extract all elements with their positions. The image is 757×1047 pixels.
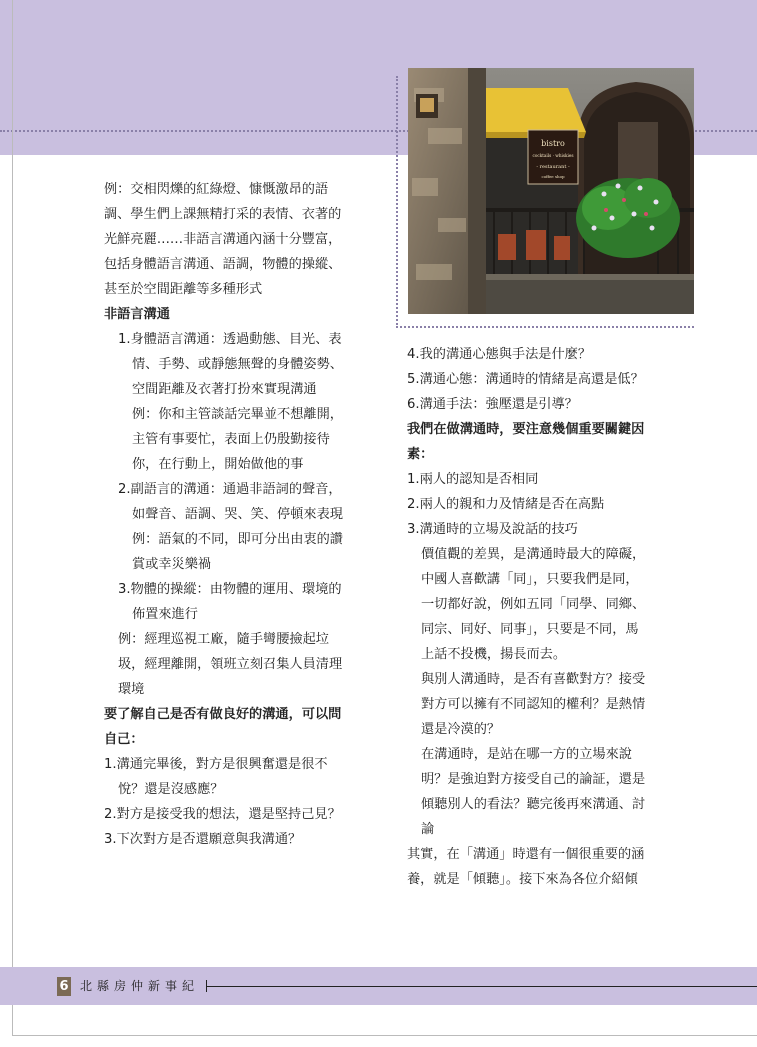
left-text-line: 調、學生們上課無精打采的表情、衣著的 [104,207,342,222]
left-text-line: 環境 [118,682,145,697]
right-text-line: 其實，在「溝通」時還有一個很重要的涵 [407,847,645,862]
right-text-line: 上話不投機，揚長而去。 [421,647,567,662]
left-text-line: 你，在行動上，開始做他的事 [132,457,304,472]
left-text-line: 例：你和主管談話完畢並不想離開， [132,407,343,422]
right-text-line: 我們在做溝通時，要注意幾個重要關鍵因 [407,422,645,437]
left-text-line: 例：語氣的不同，即可分出由衷的讚 [132,532,343,547]
cafe-photo-illustration [408,68,694,314]
left-text-line: 2.副語言的溝通：通過非語詞的聲音， [118,482,342,497]
left-text-line: 賞或幸災樂禍 [132,557,212,572]
left-text-line: 包括身體語言溝通、語調，物體的操縱、 [104,257,342,272]
left-text-column [104,177,386,852]
left-text-line: 3.物體的操縱：由物體的運用、環境的 [118,582,342,597]
right-text-line: 同宗、同好、同事」，只要是不同，馬 [421,622,639,637]
sign-text-1: bistro [541,139,565,148]
left-text-line: 情、手勢、或靜態無聲的身體姿勢、 [132,357,343,372]
left-text-line: 例：交相閃爍的紅綠燈、慷慨激昂的語 [104,182,329,197]
right-text-column [407,342,695,892]
right-text-line: 6.溝通手法：強壓還是引導？ [407,397,578,412]
left-text-line: 1.身體語言溝通：透過動態、目光、表 [118,332,342,347]
right-text-line: 傾聽別人的看法？聽完後再來溝通、討 [421,797,646,812]
left-text-line: 甚至於空間距離等多種形式 [104,282,263,297]
left-text-line: 非語言溝通 [104,307,170,322]
page-frame-bottom [12,1035,757,1036]
left-text-line: 空間距離及衣著打扮來實現溝通 [132,382,317,397]
left-text-line: 2.對方是接受我的想法，還是堅持己見？ [104,807,341,822]
publication-title: 北縣房仲新事紀 [80,979,200,993]
left-text-line: 3.下次對方是否還願意與我溝通？ [104,832,302,847]
cafe-photo [408,68,694,314]
right-text-line: 價值觀的差異，是溝通時最大的障礙， [421,547,646,562]
right-text-line: 論 [421,822,435,837]
right-text-line: 3.溝通時的立場及說話的技巧 [407,522,578,537]
right-text-line: 1.兩人的認知是否相同 [407,472,539,487]
photo-frame [396,76,694,328]
right-text-line: 素： [407,447,434,462]
left-text-line: 如聲音、語調、哭、笑、停頓來表現 [132,507,343,522]
right-text-line: 4.我的溝通心態與手法是什麼？ [407,347,592,362]
right-text-line: 在溝通時，是站在哪一方的立場來說 [421,747,632,762]
right-text-line: 與別人溝通時，是否有喜歡對方？接受 [421,672,646,687]
left-text-line: 悅？還是沒感應？ [118,782,224,797]
left-text-line: 例：經理巡視工廠，隨手彎腰撿起垃 [118,632,329,647]
right-text-line: 養，就是「傾聽」。接下來為各位介紹傾 [407,872,638,887]
left-text-line: 1.溝通完畢後，對方是很興奮還是很不 [104,757,328,772]
right-text-line: 對方可以擁有不同認知的權利？是熱情 [421,697,646,712]
left-text-line: 自己： [104,732,144,747]
right-text-line: 2.兩人的親和力及情緒是否在高點 [407,497,605,512]
left-text-line: 圾，經理離開，領班立刻召集人員清理 [118,657,343,672]
left-text-line: 佈置來進行 [132,607,198,622]
left-text-line: 要了解自己是否有做良好的溝通，可以問 [104,707,342,722]
page-frame-left [12,0,13,1035]
sign-text-4: coffee shop [541,174,565,179]
right-text-line: 中國人喜歡講「同」，只要我們是同， [421,572,639,587]
right-text-line: 還是冷漠的？ [421,722,501,737]
sign-text-3: - restaurant - [536,164,570,170]
footer-rule [206,986,757,987]
right-text-line: 明？是強迫對方接受自己的論証，還是 [421,772,646,787]
left-text-line: 光鮮亮麗……非語言溝通內涵十分豐富， [104,232,342,247]
right-text-line: 5.溝通心態：溝通時的情緒是高還是低？ [407,372,644,387]
page-number: 6 [57,977,71,996]
left-text-line: 主管有事要忙，表面上仍殷勤接待 [132,432,330,447]
sign-text-2: cocktails · whiskies [532,153,574,158]
right-text-line: 一切都好說，例如五同「同學、同鄉、 [421,597,646,612]
